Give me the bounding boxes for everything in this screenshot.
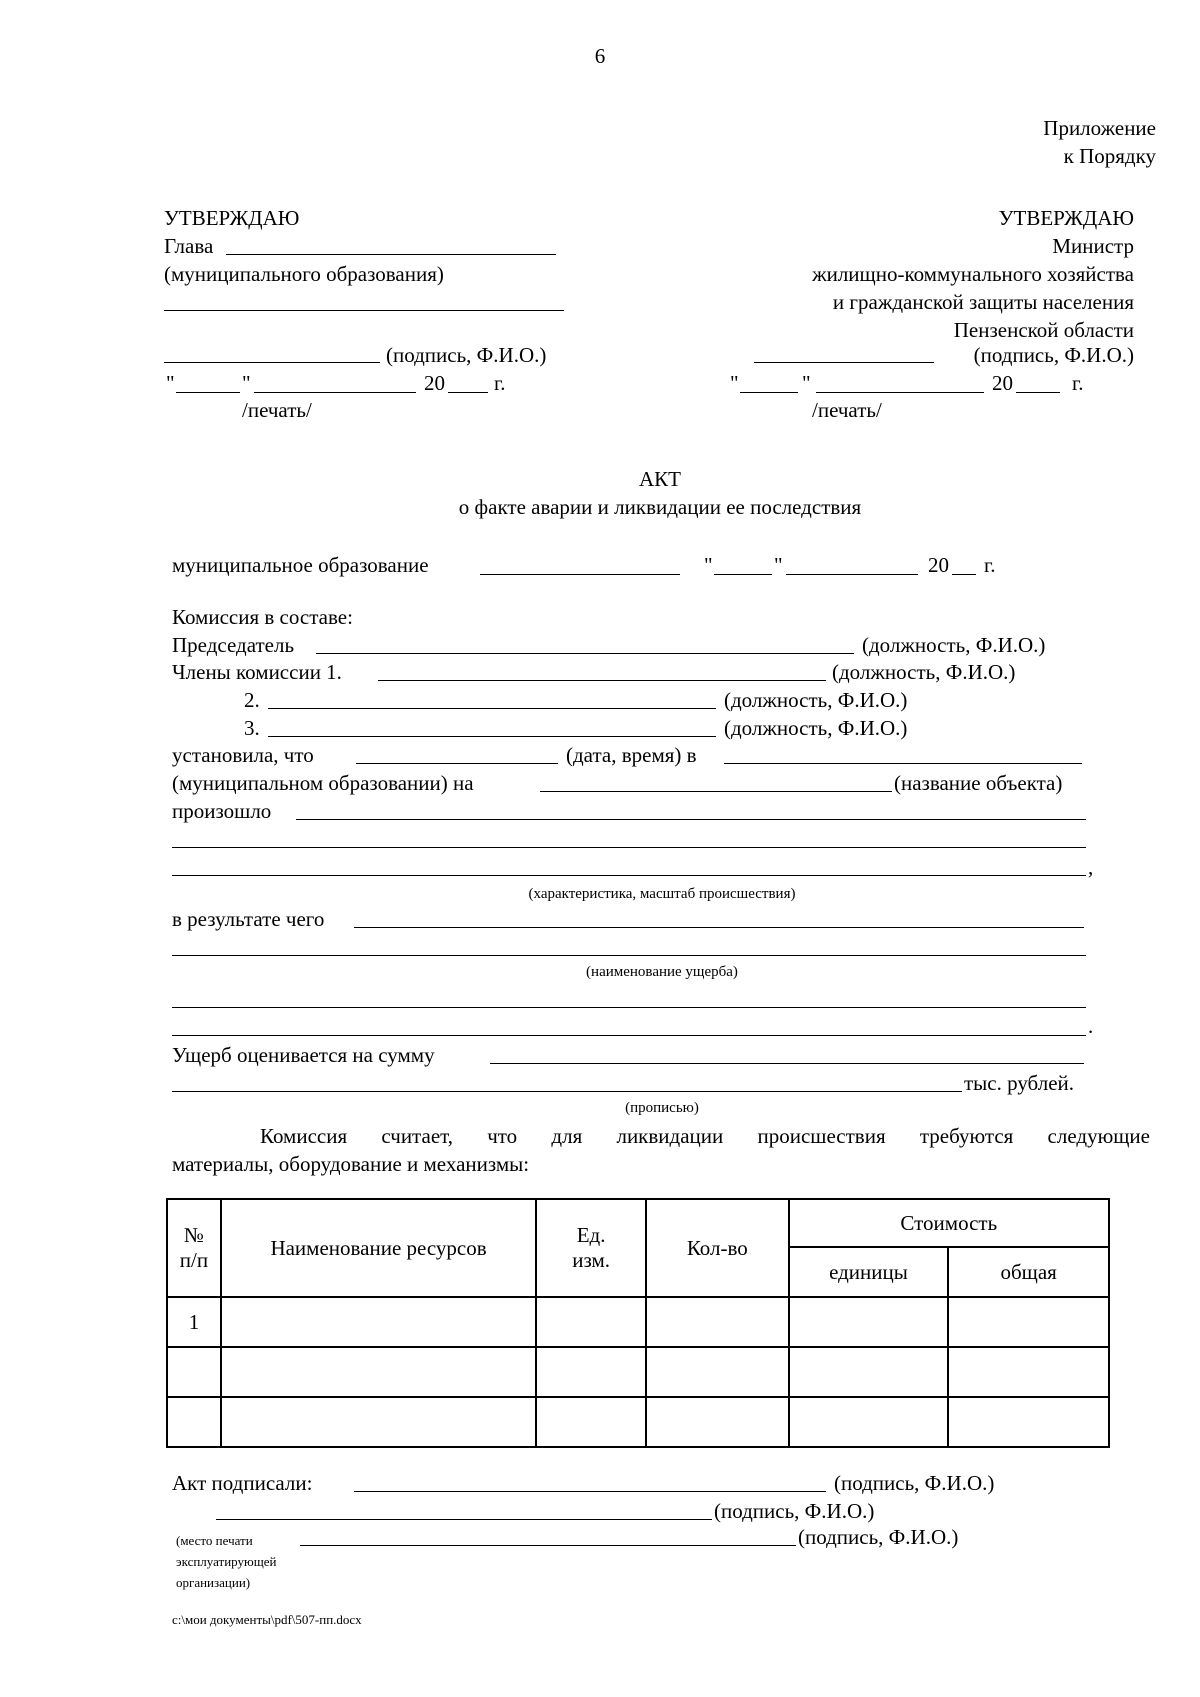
signed-label: Акт подписали:: [172, 1471, 313, 1495]
signature-fio-3: (подпись, Ф.И.О.): [798, 1525, 959, 1549]
happened-comma: ,: [1088, 855, 1094, 879]
left-date-year-line: [448, 392, 488, 393]
commission-statement-2: материалы, оборудование и механизмы:: [172, 1152, 530, 1176]
happened-line-2: [172, 847, 1086, 848]
member2-label: 2.: [244, 688, 260, 712]
table-cell: [948, 1397, 1109, 1447]
table-cell: [536, 1397, 646, 1447]
seal-place-line-2: эксплуатирующей: [176, 1554, 277, 1569]
left-head-sub: (муниципального образования): [164, 262, 444, 286]
table-row: [167, 1297, 1109, 1347]
table-cell: [646, 1347, 789, 1397]
table-cell: [221, 1397, 536, 1447]
damage-sum-line-1: [490, 1063, 1084, 1064]
left-head-line: [226, 254, 556, 255]
right-line-2: жилищно-коммунального хозяйства: [812, 262, 1134, 286]
mo-date-quote-1: ": [704, 553, 713, 577]
member2-position-fio: (должность, Ф.И.О.): [724, 688, 908, 712]
commission-statement-1: Комиссия считает, что для ликвидации происшествия требуются следующие: [260, 1124, 1150, 1148]
result-line-3: [172, 1007, 1086, 1008]
act-subtitle: о факте аварии и ликвидации ее последствия: [458, 495, 862, 519]
left-signature-line: [164, 362, 380, 363]
member3-line: [268, 736, 716, 737]
left-date-year: 20: [424, 371, 445, 395]
mo-date-day-line: [714, 574, 772, 575]
table-cell: [789, 1347, 949, 1397]
right-seal: /печать/: [812, 398, 882, 422]
table-cell: [536, 1347, 646, 1397]
member3-position-fio: (должность, Ф.И.О.): [724, 716, 908, 740]
table-row: [167, 1347, 1109, 1397]
signature-line-2: [216, 1519, 712, 1520]
right-date-g: г.: [1072, 371, 1084, 395]
table-cell-number: [167, 1397, 221, 1447]
table-cell-number: 1: [167, 1297, 221, 1347]
chairman-position-fio: (должность, Ф.И.О.): [862, 633, 1046, 657]
right-date-quote-2: ": [802, 371, 811, 395]
municipality-label: муниципальное образование: [172, 553, 429, 577]
member1-position-fio: (должность, Ф.И.О.): [832, 660, 1016, 684]
damage-sum-label: Ущерб оценивается на сумму: [172, 1043, 435, 1067]
table-cell: [221, 1297, 536, 1347]
col-header-unit-line-1: Ед.: [576, 1223, 606, 1247]
object-name-label: (название объекта): [894, 771, 1063, 795]
characteristic-caption: (характеристика, масштаб происшествия): [528, 886, 796, 902]
member3-label: 3.: [244, 716, 260, 740]
right-date-year: 20: [992, 371, 1013, 395]
left-signature-label: (подпись, Ф.И.О.): [386, 343, 547, 367]
mo-date-year: 20: [928, 553, 949, 577]
result-line-4: [172, 1035, 1086, 1036]
col-header-name: Наименование ресурсов: [221, 1199, 536, 1297]
happened-label: произошло: [172, 799, 272, 823]
mo-date-g: г.: [984, 553, 996, 577]
right-date-quote-1: ": [730, 371, 739, 395]
left-seal: /печать/: [242, 398, 312, 422]
seal-place-line-3: организации): [176, 1575, 251, 1590]
page-number: 6: [594, 44, 606, 68]
col-header-quantity: Кол-во: [646, 1199, 789, 1297]
col-header-number-line-2: п/п: [179, 1248, 209, 1272]
right-signature-label: (подпись, Ф.И.О.): [973, 343, 1134, 367]
signature-fio-1: (подпись, Ф.И.О.): [834, 1471, 995, 1495]
left-extra-line: [164, 310, 564, 311]
act-title: АКТ: [639, 467, 681, 491]
right-line-4: Пензенской области: [953, 318, 1134, 342]
table-cell-number: [167, 1347, 221, 1397]
table-cell: [789, 1297, 949, 1347]
col-header-cost-unit: единицы: [789, 1247, 949, 1297]
right-date-day-line: [740, 392, 798, 393]
signature-fio-2: (подпись, Ф.И.О.): [714, 1499, 875, 1523]
commission-label: Комиссия в составе:: [172, 605, 353, 629]
table-cell: [948, 1297, 1109, 1347]
table-cell: [646, 1397, 789, 1447]
chairman-line: [316, 653, 854, 654]
left-date-quote-1: ": [166, 371, 175, 395]
happened-line-1: [296, 819, 1086, 820]
table-cell: [789, 1397, 949, 1447]
signature-line-1: [354, 1491, 826, 1492]
member1-line: [378, 680, 826, 681]
established-label: установила, что: [172, 743, 314, 767]
table-cell: [536, 1297, 646, 1347]
table-cell: [646, 1297, 789, 1347]
left-date-month-line: [254, 392, 416, 393]
municipality-line: [480, 574, 680, 575]
datetime-label: (дата, время) в: [566, 743, 697, 767]
appendix-line-1: Приложение: [1043, 116, 1156, 140]
appendix-line-2: к Порядку: [1063, 144, 1156, 168]
footer-file-path: c:\мои документы\pdf\507-пп.docx: [172, 1612, 362, 1627]
established-date-line: [356, 763, 558, 764]
mo-date-quote-2: ": [774, 553, 783, 577]
resources-table: [166, 1198, 1110, 1448]
col-header-number: [167, 1199, 221, 1297]
happened-line-3: [172, 875, 1086, 876]
member2-line: [268, 708, 716, 709]
col-header-cost-total: общая: [948, 1247, 1109, 1297]
mo-date-year-line: [952, 574, 976, 575]
object-line: [540, 791, 892, 792]
result-line-2: [172, 955, 1086, 956]
right-signature-line: [754, 362, 934, 363]
col-header-number-line-1: №: [183, 1223, 204, 1247]
col-header-unit-line-2: изм.: [572, 1248, 610, 1272]
in-words-caption: (прописью): [625, 1100, 699, 1116]
established-place-line: [724, 763, 1082, 764]
left-date-g: г.: [494, 371, 506, 395]
signature-line-3: [300, 1545, 796, 1546]
damage-caption: (наименование ущерба): [586, 964, 738, 980]
thousand-rub-label: тыс. рублей.: [964, 1071, 1075, 1095]
right-line-3: и гражданской защиты населения: [832, 290, 1134, 314]
municipality-on-label: (муниципальном образовании) на: [172, 771, 474, 795]
members-label: Члены комиссии 1.: [172, 660, 342, 684]
left-date-day-line: [176, 392, 240, 393]
result-label: в результате чего: [172, 907, 325, 931]
left-approval-title: УТВЕРЖДАЮ: [164, 206, 300, 230]
left-date-quote-2: ": [242, 371, 251, 395]
result-line-1: [354, 927, 1084, 928]
seal-place-line-1: (место печати: [176, 1533, 253, 1548]
damage-sum-line-2: [172, 1091, 962, 1092]
table-cell: [948, 1347, 1109, 1397]
col-header-cost: Стоимость: [789, 1199, 1109, 1247]
left-head-label: Глава: [164, 234, 214, 258]
right-date-year-line: [1016, 392, 1060, 393]
result-period: .: [1088, 1014, 1094, 1038]
right-date-month-line: [816, 392, 984, 393]
table-cell: [221, 1347, 536, 1397]
right-approval-title: УТВЕРЖДАЮ: [998, 206, 1134, 230]
col-header-unit: [536, 1199, 646, 1297]
chairman-label: Председатель: [172, 633, 295, 657]
right-line-1: Министр: [1052, 234, 1134, 258]
table-row: [167, 1397, 1109, 1447]
mo-date-month-line: [786, 574, 918, 575]
